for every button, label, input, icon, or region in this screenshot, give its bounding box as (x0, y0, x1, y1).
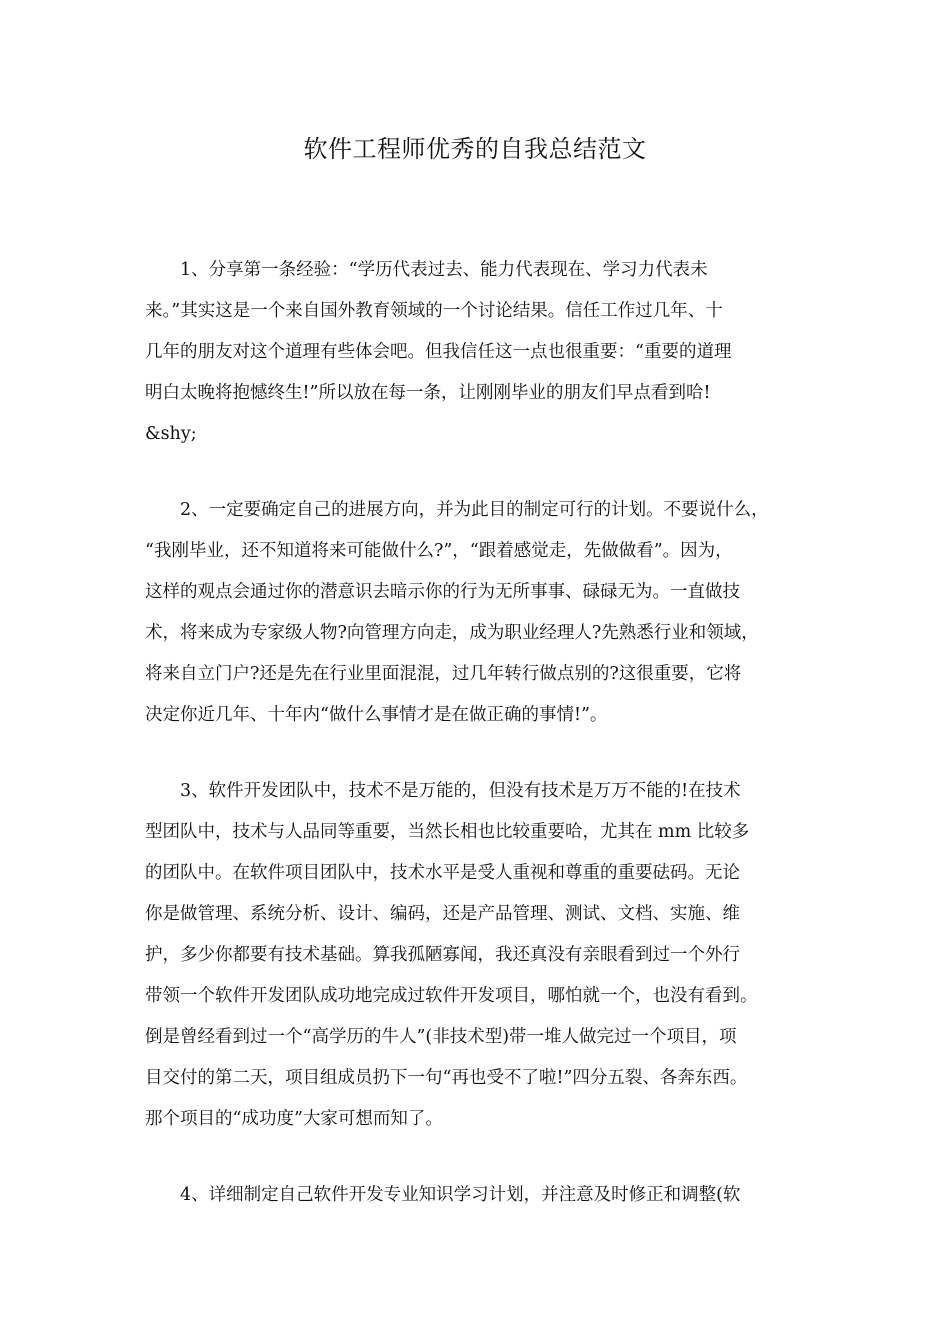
paragraph-3-line-1: 3、软件开发团队中，技术不是万能的，但没有技术是万万不能的!在技术 (180, 781, 741, 801)
paragraph-4-line-1: 4、详细制定自己软件开发专业知识学习计划，并注意及时修正和调整(软 (180, 1185, 741, 1205)
paragraph-3-line-3: 的团队中。在软件项目团队中，技术水平是受人重视和尊重的重要砝码。无论 (145, 863, 740, 883)
paragraph-2-line-1: 2、一定要确定自己的进展方向，并为此目的制定可行的计划。不要说什么， (180, 500, 769, 520)
paragraph-1-line-3: 几年的朋友对这个道理有些体会吧。但我信任这一点也很重要：“重要的道理 (145, 342, 732, 362)
paragraph-1-line-1: 1、分享第一条经验：“学历代表过去、能力代表现在、学习力代表未 (180, 260, 708, 280)
paragraph-3-line-5: 护，多少你都要有技术基础。算我孤陋寡闻，我还真没有亲眼看到过一个外行 (145, 945, 740, 965)
paragraph-2-line-4: 术，将来成为专家级人物?向管理方向走，成为职业经理人?先熟悉行业和领域， (145, 623, 759, 643)
paragraph-1-line-5: &shy; (145, 424, 197, 444)
paragraph-2-line-3: 这样的观点会通过你的潜意识去暗示你的行为无所事事、碌碌无为。一直做技 (145, 582, 740, 602)
paragraph-3-line-4: 你是做管理、系统分析、设计、编码，还是产品管理、测试、文档、实施、维 (145, 904, 740, 924)
document-title: 软件工程师优秀的自我总结范文 (303, 135, 647, 163)
paragraph-2-line-6: 决定你近几年、十年内“做什么事情才是在做正确的事情!”。 (145, 705, 608, 725)
paragraph-3-line-6: 带领一个软件开发团队成功地完成过软件开发项目，哪怕就一个，也没有看到。 (145, 986, 758, 1006)
paragraph-3-line-2: 型团队中，技术与人品同等重要，当然长相也比较重要哈，尤其在 mm 比较多 (145, 822, 750, 842)
paragraph-2-line-5: 将来自立门户?还是先在行业里面混混，过几年转行做点别的?这很重要，它将 (145, 664, 742, 684)
paragraph-3-line-8: 目交付的第二天，项目组成员扔下一句“再也受不了啦!”四分五裂、各奔东西。 (145, 1068, 748, 1088)
paragraph-3-line-9: 那个项目的“成功度”大家可想而知了。 (145, 1109, 443, 1129)
paragraph-1-line-2: 来。”其实这是一个来自国外教育领域的一个讨论结果。信任工作过几年、十 (145, 301, 723, 321)
paragraph-2-line-2: “我刚毕业，还不知道将来可能做什么?”，“跟着感觉走，先做做看”。因为， (145, 541, 733, 561)
paragraph-1-line-4: 明白太晚将抱憾终生!”所以放在每一条，让刚刚毕业的朋友们早点看到哈! (145, 383, 711, 403)
paragraph-3-line-7: 倒是曾经看到过一个“高学历的牛人”(非技术型)带一堆人做完过一个项目，项 (145, 1027, 737, 1047)
